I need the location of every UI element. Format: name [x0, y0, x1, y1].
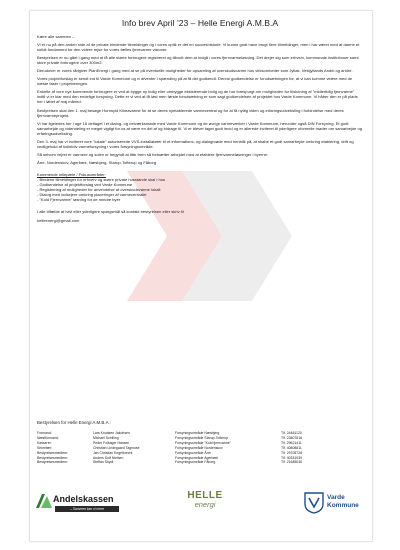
paragraph-vvs-meeting: Den 3. maj har vi inviteret vore "lokale" autoriserede VVS-installatører til et informations- og dialogmøde med henblik på, at skabe et godt samarbejde omkring etablering, drift og vedligehold af kollektiv varmeforsyning i vores forsyningsområde. [37, 138, 354, 149]
milestones-heading: Kommende milepæle / Fokusområder: [37, 171, 106, 177]
member-name: Michael Schilling [93, 435, 119, 440]
member-phone: Tlf. 29621411 [281, 440, 302, 445]
list-item: - "Kold Fjernvarme" løsning for de mindre byer [37, 196, 121, 202]
member-area: Forsyningsområde Næsbjerg [175, 431, 220, 435]
paragraph-weather: Så selvom vejret er varmere og solen er begyndt at titte frem så fortsætter arbejdet med at etablere fjernvarmeløsninger i byerne: [37, 151, 269, 157]
member-phone: Tlf. 23807616 [281, 435, 303, 440]
member-name: Lars Knudsen Jakobsen [93, 431, 130, 435]
andelskassen-mark-icon [36, 494, 52, 508]
member-area: Forsyningsområde Fåborg [175, 460, 216, 465]
member-role: Næstformand: [37, 435, 59, 440]
member-phone: Tlf. 40808811 [281, 445, 302, 450]
member-area: Forsyningsområde "Kold fjernvarme" [175, 440, 231, 445]
list-item: - Bindene tilmeldinger for erhverv og større private husstande skal i hus [37, 176, 165, 182]
member-area: Forsyningsområde Starup-Tofterup [175, 435, 229, 440]
paragraph-large-consumers: Bestyrelsen er nu gået i gang med at få alle større forbrugere registreret og tilbudt dem at indgå i vores fjernvarmeløsning. Det drejer sig som erhverv, kommunale institutioner samt store private forbrugere over 300m2. [37, 55, 359, 66]
varde-logo-text [327, 494, 359, 509]
member-phone: Tlf. 40331939 [281, 455, 303, 460]
table-row [37, 460, 302, 465]
varde-logo-line1: Varde [327, 494, 345, 501]
member-phone: Tlf. 29705728 [281, 450, 303, 455]
varde-kommune-logo [304, 492, 368, 522]
board-table [37, 431, 302, 465]
member-area: Forsyningsområde Nordenskov [175, 445, 223, 450]
andelskassen-logo [36, 494, 128, 522]
member-name: Jan Christian Engelbrecht [93, 450, 133, 455]
board-title: Bestyrelsen for Helle Energi A.M.B.A : [37, 420, 111, 425]
paragraph-network-meeting: Vi har ligeledes her i uge 16 deltaget i et dialog- og netværksmøde med Varde Kommune og de øvrige varmeværker i Varde Kommune, herunder også DIN Forsyning. Et godt samarbejde og videndeling er meget vigtigt for os at være en del af og bidrage til. Vi er blevet taget godt imod og er allerede inviteret til yderligere uformelle møder om samarbejde og erfaringsudveksling. [37, 120, 362, 136]
paragraph-intro: Vi er nu på den anden side af de private bindende tilmeldinger og i vores optik er det en succeshistorie. Vi kunne godt have brugt flere tilmeldinger, men i har været med at danne et solidt fundament for den videre rejse for vores fælles fjernvarme visioner. [37, 42, 360, 53]
varde-logo-line2: Kommune [327, 501, 359, 509]
member-phone: Tlf. 24481120 [281, 431, 302, 435]
list-item: - Godkendelse af projektforslag ved Varde Kommune [37, 181, 133, 187]
paragraph-towns: Årre, Nordenskov, Agerbæk, Næsbjerg, Starup-Tofterup og Fåborg [37, 159, 157, 165]
paragraph-temporary-heating: Enkelte af vore nye kommende forbrugere er ved at bygge ny bolig eller ombygge eksisterende bolig og de har forespurgt om muligheden for tilslutning af "midlertidig fjernvarme" indtil vi er klar med den endelige forsyning. Dette er vi ved at få løst men første forudsætning er som sagt godkendelsen af projektet hos Varde Kommune. Vi håber den er på plads her i løbet af maj måned. [37, 89, 358, 105]
letter-page [29, 10, 373, 542]
paragraph-project-proposal: Vores projektforslag er sendt ind til Varde Kommune og vi afventer i spænding på at få det godkendt. Denne godkendelse er forudsætningen for, at vi kan komme videre med de næste faser i projekteringen. [37, 76, 353, 87]
helle-energi-logo [180, 490, 230, 520]
page-title: Info brev April ’23 – Helle Energi A.M.B.A [121, 18, 279, 28]
andelskassen-name: Andelskassen [53, 494, 114, 504]
helle-logo-line2: energi [194, 500, 216, 509]
member-role: Bestyrelsesmedlem: [37, 460, 68, 465]
board-section [37, 420, 363, 465]
member-role: Bestyrelsesmedlem: [37, 450, 68, 455]
member-name: Anders Dolf Nielsen [93, 455, 124, 460]
andelskassen-tagline: – Sammen kan vi mere [55, 506, 119, 512]
member-role: Kasserer: [37, 440, 52, 445]
greeting: Kære alle sammen – [37, 34, 75, 39]
member-area: Forsyningsområde Årre [175, 450, 211, 455]
varde-crest-icon [304, 492, 324, 514]
contact-text: I alle tilfælde af tvivl eller yderligere spørgsmål så kontakt bestyrelsen eller skriv til [37, 208, 184, 214]
member-name: Peder Folkager Hansen [93, 440, 130, 445]
paragraph-hornsyld-visit: Bestyrelsen skal den 1. maj besøge Hornsyld Klimavarme for at se deres nyetablerede varmecentral og for at få nyttig viden og erfaringsudveksling i forbindelse med deres fjernvarmeprojekt. [37, 107, 344, 118]
member-role: Formand: [37, 431, 52, 435]
member-area: Forsyningsområde Agerbæk [175, 455, 219, 460]
member-role: Sekretær: [37, 445, 53, 450]
member-name: Steffan Skydt [93, 460, 114, 465]
list-item: - Dialog med lodsejere omkring placeringer af varmecentraler [37, 191, 147, 197]
member-name: Christian Lindegaard Tagmose [93, 445, 140, 450]
list-item: - Registrering af muligheder for anvendelse af overskudsvarme lokalt [37, 186, 161, 192]
member-phone: Tlf. 21685046 [281, 460, 303, 465]
helle-logo-line1: HELLE [187, 490, 223, 501]
milestones-list [37, 177, 363, 202]
paragraph-surplus-heat: Derudover er vores rådgiver PlanEnergi i gang med at se på eventuelle muligheder for opsamling af overskudsvarme hos virksomheder som Jyllak, Vestjyllands Andel og andre. [37, 68, 353, 74]
member-role: Bestyrelsesmedlem: [37, 455, 68, 460]
contact-email[interactable]: helleenergi@gmail.com [37, 217, 80, 223]
logo-footer [30, 488, 372, 528]
